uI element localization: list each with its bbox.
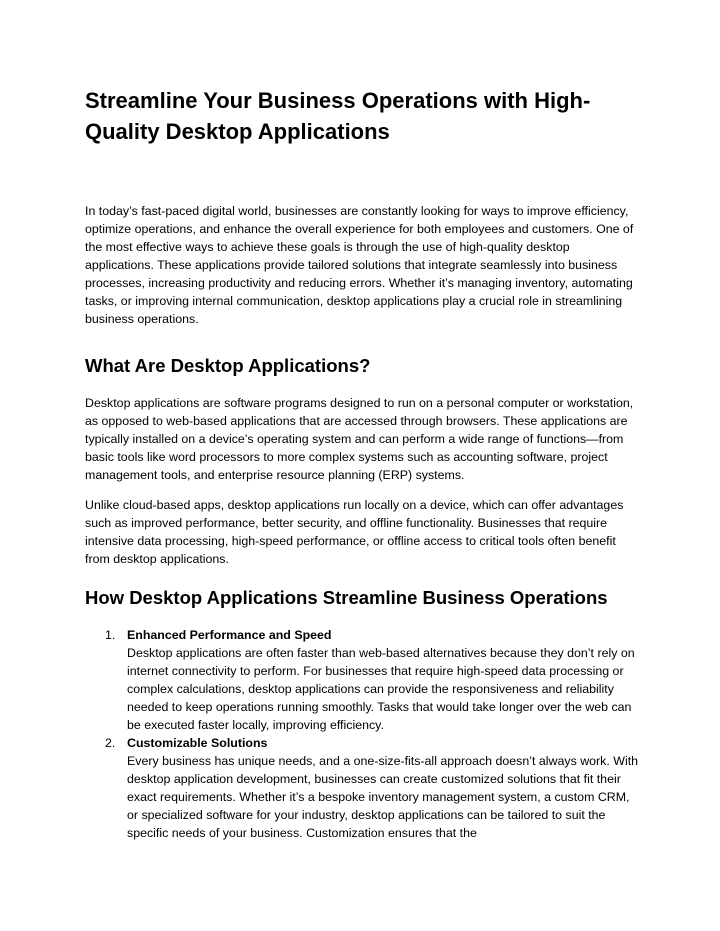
- list-item-title: Customizable Solutions: [127, 736, 268, 750]
- what-paragraph-2: Unlike cloud-based apps, desktop applications run locally on a device, which can offer advantages such as improved performance, better security, and offline functionality. Businesses that require intensive data processing, high-speed performance, or offline access to critical tools often benefit from desktop applications.: [85, 498, 624, 566]
- intro-paragraph: In today’s fast-paced digital world, businesses are constantly looking for ways to improve efficiency, optimize operations, and enhance the overall experience for both employees and customers. One of the most effective ways to achieve these goals is through the use of high-quality desktop applications. These applications provide tailored solutions that integrate seamlessly into business processes, increasing productivity and reducing errors. Whether it’s managing inventory, automating tasks, or improving internal communication, desktop applications play a crucial role in streamlining business operations.: [85, 204, 634, 326]
- what-paragraph-1: Desktop applications are software programs designed to run on a personal computer or workstation, as opposed to web-based applications that are accessed through browsers. These applications are typically installed on a device’s operating system and can perform a wide range of functions—from basic tools like word processors to more complex systems such as accounting software, project management tools, and enterprise resource planning (ERP) systems.: [85, 396, 634, 482]
- list-item: [85, 734, 640, 842]
- list-item-title: Enhanced Performance and Speed: [127, 628, 332, 642]
- list-item-number: 2.: [105, 736, 116, 750]
- list-item-description: Desktop applications are often faster than web-based alternatives because they don’t rely on internet connectivity to perform. For businesses that require high-speed data processing or complex calculations, desktop applications can provide the responsiveness and reliability needed to keep operations running smoothly. Tasks that would take longer over the web can be executed faster locally, improving efficiency.: [127, 646, 635, 732]
- section-heading-what: What Are Desktop Applications?: [85, 355, 371, 376]
- document-title: Streamline Your Business Operations with High-Quality Desktop Applications: [85, 88, 591, 144]
- list-item-body: [127, 626, 640, 734]
- list-item: [85, 626, 640, 734]
- section-heading-how: How Desktop Applications Streamline Business Operations: [85, 587, 608, 608]
- benefits-list: [85, 626, 640, 842]
- list-item-body: [127, 734, 640, 842]
- list-item-number: 1.: [105, 628, 116, 642]
- list-item-description: Every business has unique needs, and a one-size-fits-all approach doesn’t always work. With desktop application development, businesses can create customized solutions that fit their exact requirements. Whether it’s a bespoke inventory management system, a custom CRM, or specialized software for your industry, desktop applications can be tailored to suit the specific needs of your business. Customization ensures that the: [127, 754, 639, 840]
